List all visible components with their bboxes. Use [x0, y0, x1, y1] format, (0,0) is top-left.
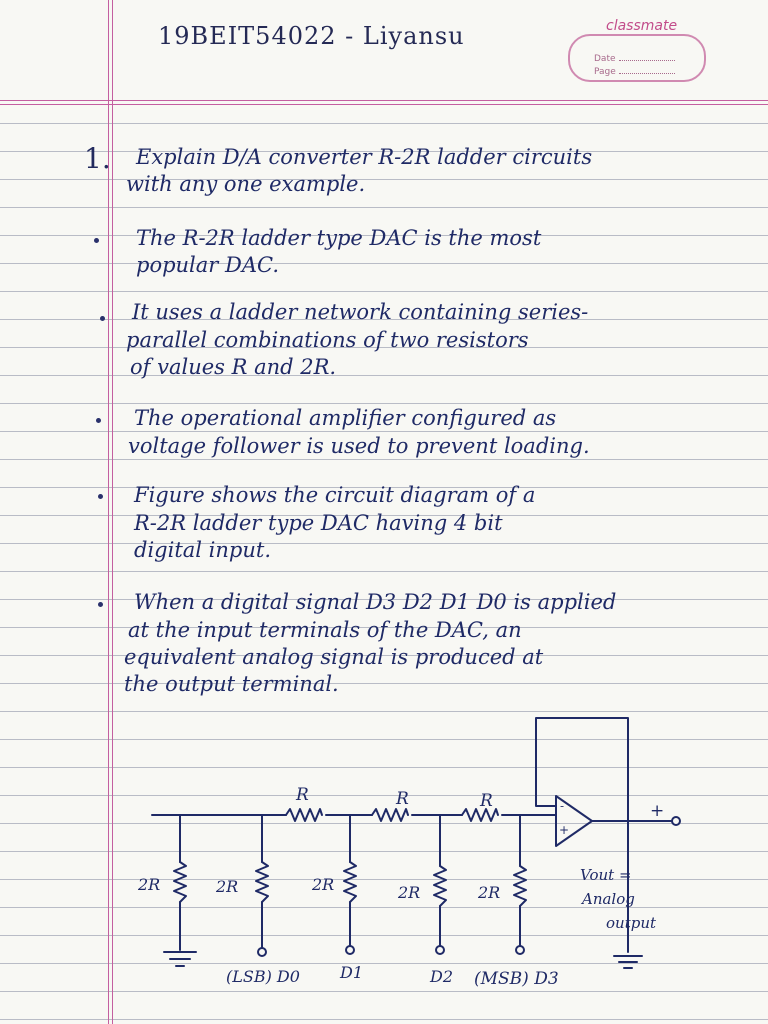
label-r-1: R	[296, 785, 309, 805]
opamp-minus-label: -	[560, 799, 565, 813]
bullet-3-line-1: The operational amplifier configured as	[134, 406, 557, 430]
shunt-resistor-4	[434, 866, 446, 906]
bullet-5-line-4: the output terminal.	[124, 672, 339, 696]
label-2r-2: 2R	[216, 877, 239, 896]
input-label-d3: (MSB) D3	[474, 969, 559, 989]
vout-label: Vout =	[580, 866, 632, 884]
label-r-2: R	[396, 789, 409, 809]
header-rule-2	[0, 104, 768, 105]
bullet-5-line-3: equivalent analog signal is produced at	[124, 645, 544, 669]
label-2r-5: 2R	[478, 883, 501, 902]
terminal-d3	[516, 946, 524, 954]
bullet-4-line-3: digital input.	[134, 538, 271, 562]
bullet-1-line-1: The R-2R ladder type DAC is the most	[136, 226, 542, 250]
bullet-2-line-1: It uses a ladder network containing series-	[132, 300, 589, 324]
feedback-wire	[536, 718, 628, 821]
header-rule-1	[0, 100, 768, 101]
question-line-2: with any one example.	[126, 172, 366, 196]
question-number: 1.	[84, 142, 111, 175]
shunt-resistor-1	[174, 862, 186, 902]
bullet-2-line-2: parallel combinations of two resistors	[126, 328, 529, 352]
date-field: Date	[594, 54, 675, 64]
label-r-3: R	[480, 791, 493, 811]
page-title: 19BEIT54022 - Liyansu	[158, 22, 465, 50]
bullet-3-line-2: voltage follower is used to prevent loading.	[128, 434, 590, 458]
output-label: output	[606, 914, 657, 932]
bullet-dot-1	[94, 238, 99, 243]
r2r-dac-circuit-diagram	[0, 700, 768, 1000]
bullet-4-line-1: Figure shows the circuit diagram of a	[134, 483, 536, 507]
brand-text: classmate	[606, 18, 678, 34]
output-plus-label: +	[650, 801, 665, 821]
label-2r-3: 2R	[312, 875, 335, 894]
terminal-d2	[436, 946, 444, 954]
bullet-4-line-2: R-2R ladder type DAC having 4 bit	[134, 511, 503, 535]
bullet-dot-4	[98, 494, 103, 499]
terminal-d1	[346, 946, 354, 954]
label-2r-1: 2R	[138, 875, 161, 894]
ground-symbol-right	[614, 956, 642, 968]
terminal-output	[672, 817, 680, 825]
series-resistor-1	[286, 809, 322, 821]
shunt-resistor-3	[344, 862, 356, 902]
input-label-d2: D2	[430, 967, 454, 986]
bullet-dot-5	[98, 602, 103, 607]
series-resistor-2	[372, 809, 408, 821]
label-2r-4: 2R	[398, 883, 421, 902]
input-label-d0: (LSB) D0	[226, 967, 300, 986]
classmate-logo	[560, 12, 710, 80]
shunt-resistor-5	[514, 866, 526, 906]
bullet-1-line-2: popular DAC.	[136, 253, 280, 277]
opamp-plus-label: +	[559, 823, 570, 837]
question-line-1: Explain D/A converter R-2R ladder circuits	[136, 145, 593, 169]
page-field: Page	[594, 67, 675, 77]
terminal-d0	[258, 948, 266, 956]
bullet-5-line-1: When a digital signal D3 D2 D1 D0 is applied	[134, 590, 617, 614]
bullet-5-line-2: at the input terminals of the DAC, an	[128, 618, 522, 642]
bullet-2-line-3: of values R and 2R.	[130, 355, 337, 379]
shunt-resistor-2	[256, 862, 268, 902]
analog-label: Analog	[582, 890, 635, 908]
ground-symbol-left	[164, 952, 196, 966]
bullet-dot-3	[96, 418, 101, 423]
bullet-dot-2	[100, 316, 105, 321]
input-label-d1: D1	[340, 963, 364, 982]
